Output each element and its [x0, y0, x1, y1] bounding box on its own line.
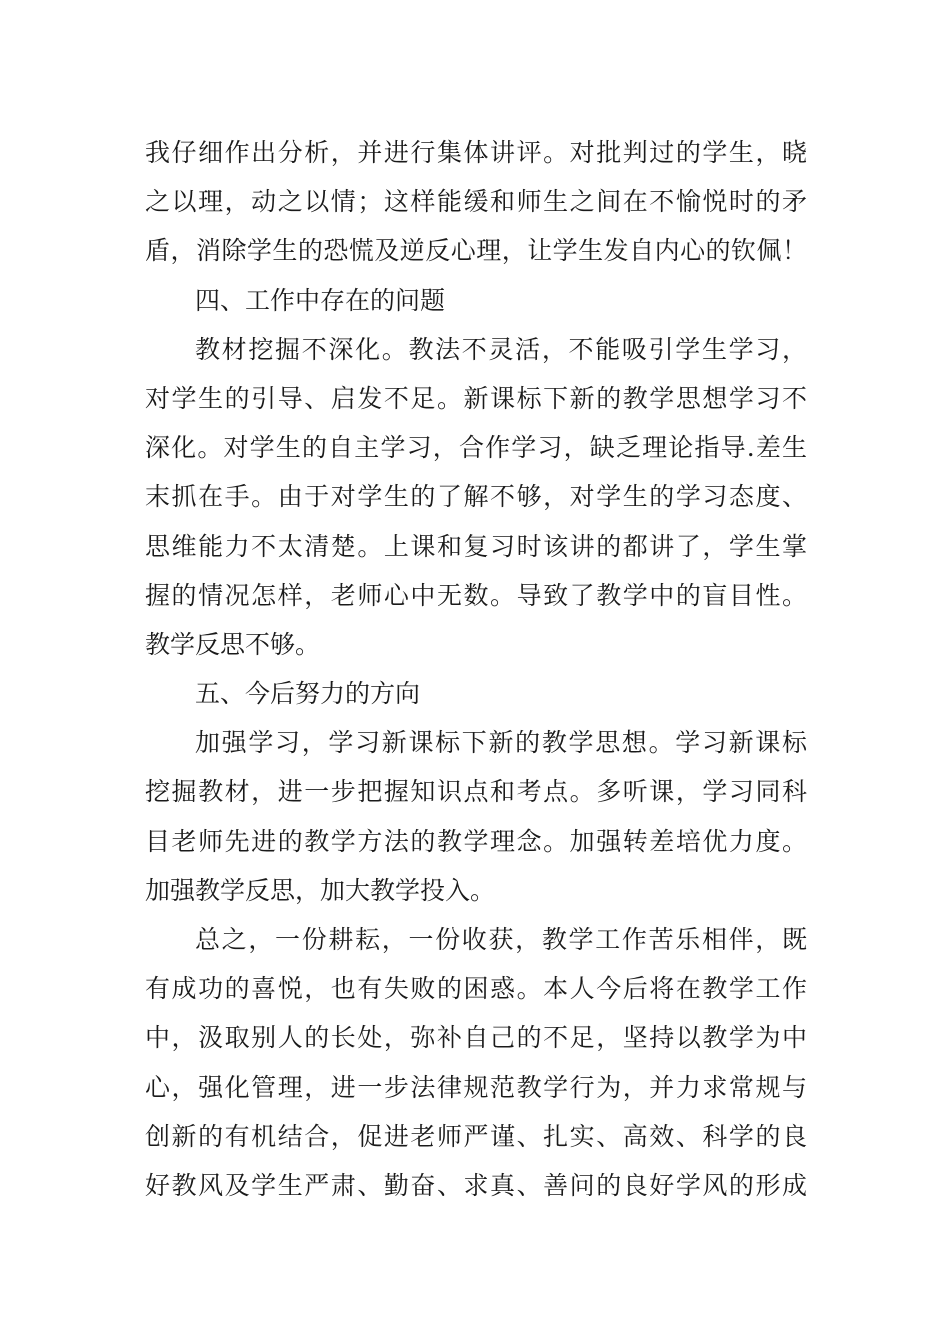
paragraph-line: 教学反思不够。	[145, 629, 321, 659]
paragraph-line: 之以理，动之以情；这样能缓和师生之间在不愉悦时的矛	[145, 187, 807, 217]
paragraph-line: 对学生的引导、启发不足。新课标下新的教学思想学习不	[145, 383, 807, 413]
paragraph-line: 思维能力不太清楚。上课和复习时该讲的都讲了，学生掌	[145, 531, 807, 561]
section-heading: 五、今后努力的方向	[195, 679, 421, 709]
paragraph-line: 教材挖掘不深化。教法不灵活，不能吸引学生学习，	[195, 334, 807, 364]
paragraph-line: 我仔细作出分析，并进行集体讲评。对批判过的学生，晓	[145, 138, 807, 167]
paragraph-line: 末抓在手。由于对学生的了解不够，对学生的学习态度、	[145, 482, 807, 512]
paragraph-line: 中，汲取别人的长处，弥补自己的不足，坚持以教学为中	[145, 1023, 807, 1053]
paragraph-line: 握的情况怎样，老师心中无数。导致了教学中的盲目性。	[145, 580, 807, 610]
paragraph-line: 深化。对学生的自主学习，合作学习，缺乏理论指导.差生	[145, 433, 807, 463]
paragraph-line: 挖掘教材，进一步把握知识点和考点。多听课，学习同科	[145, 777, 807, 807]
paragraph-line: 目老师先进的教学方法的教学理念。加强转差培优力度。	[145, 826, 807, 856]
paragraph-line: 创新的有机结合，促进老师严谨、扎实、高效、科学的良	[145, 1121, 807, 1151]
paragraph-line: 心，强化管理，进一步法律规范教学行为，并力求常规与	[145, 1072, 807, 1102]
paragraph-line: 盾，消除学生的恐慌及逆反心理，让学生发自内心的钦佩！	[145, 236, 807, 266]
paragraph-line: 加强学习，学习新课标下新的教学思想。学习新课标	[195, 728, 807, 758]
section-heading: 四、工作中存在的问题	[195, 285, 446, 315]
paragraph-line: 总之，一份耕耘，一份收获，教学工作苦乐相伴，既	[195, 925, 807, 954]
paragraph-line: 有成功的喜悦，也有失败的困惑。本人今后将在教学工作	[145, 974, 807, 1004]
document-body	[145, 128, 807, 1210]
paragraph-line: 加强教学反思，加大教学投入。	[145, 875, 496, 905]
paragraph-line: 好教风及学生严肃、勤奋、求真、善问的良好学风的形成	[145, 1170, 807, 1200]
